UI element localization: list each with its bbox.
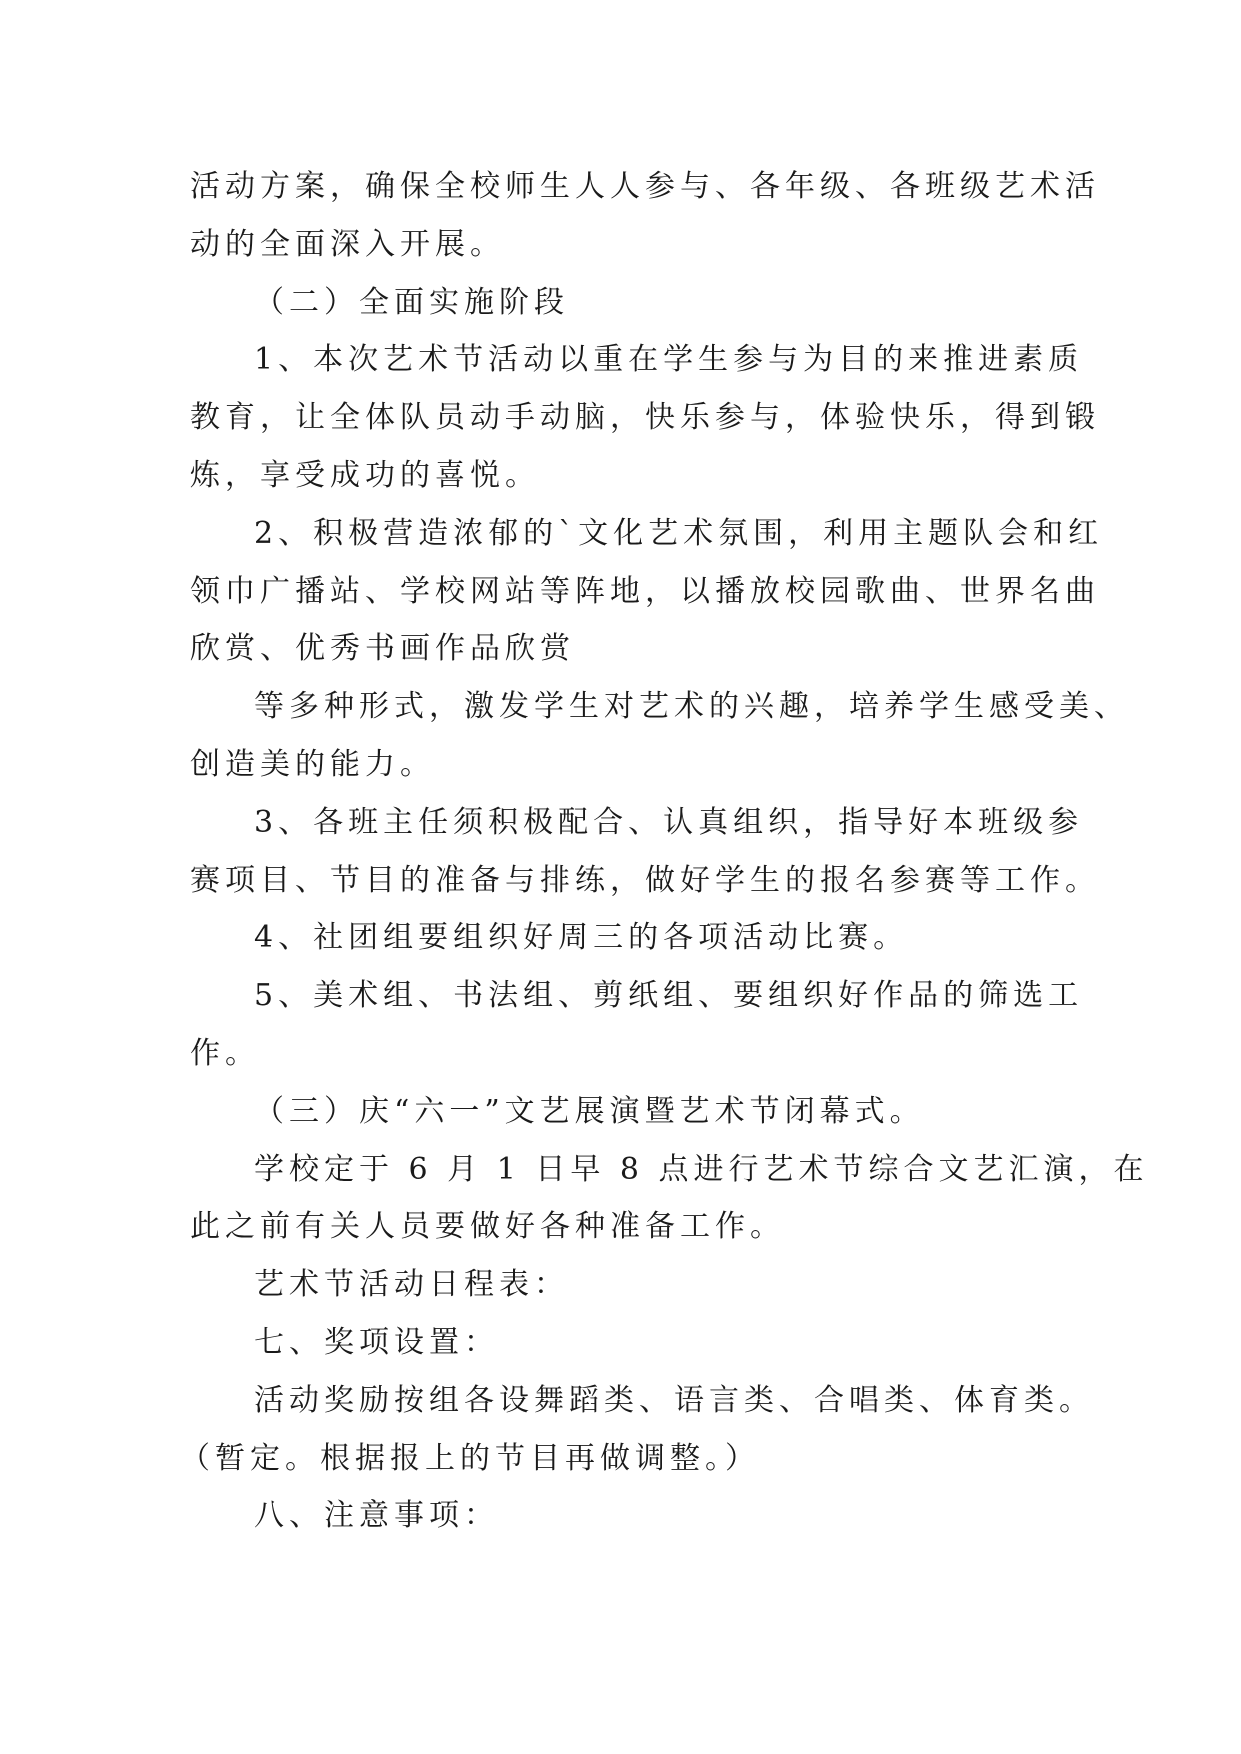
text-line: 赛项目、节目的准备与排练，做好学生的报名参赛等工作。	[190, 862, 1100, 898]
text-line: 1、本次艺术节活动以重在学生参与为目的来推进素质	[254, 342, 1084, 378]
text-line: （暂定。根据报上的节目再做调整。）	[180, 1440, 760, 1476]
text-line: 活动奖励按组各设舞蹈类、语言类、合唱类、体育类。	[254, 1382, 1094, 1418]
section-heading: （二）全面实施阶段	[254, 284, 569, 320]
section-heading: 八、注意事项：	[254, 1498, 499, 1534]
text-line: 活动方案，确保全校师生人人参与、各年级、各班级艺术活	[190, 169, 1100, 204]
text-line: 等多种形式，激发学生对艺术的兴趣，培养学生感受美、	[254, 689, 1129, 725]
text-line: 领巾广播站、学校网站等阵地，以播放校园歌曲、世界名曲	[190, 573, 1100, 609]
text-line: 欣赏、优秀书画作品欣赏	[190, 631, 575, 667]
section-heading: （三）庆“六一”文艺展演暨艺术节闭幕式。	[254, 1093, 925, 1129]
text-line: 作。	[190, 1035, 260, 1071]
text-line: 学校定于 6 月 1 日早 8 点进行艺术节综合文艺汇演，在	[254, 1151, 1149, 1187]
text-line: 此之前有关人员要做好各种准备工作。	[190, 1209, 785, 1245]
text-line: 2、积极营造浓郁的`文化艺术氛围，利用主题队会和红	[254, 515, 1104, 551]
section-heading: 七、奖项设置：	[254, 1324, 499, 1360]
text-line: 5、美术组、书法组、剪纸组、要组织好作品的筛选工	[254, 978, 1084, 1014]
text-line: 动的全面深入开展。	[190, 226, 505, 262]
text-line: 创造美的能力。	[190, 746, 435, 782]
text-line: 4、社团组要组织好周三的各项活动比赛。	[254, 920, 909, 956]
text-line: 炼，享受成功的喜悦。	[190, 457, 540, 493]
text-line: 艺术节活动日程表：	[254, 1267, 569, 1303]
text-line: 教育，让全体队员动手动脑，快乐参与，体验快乐，得到锻	[190, 400, 1100, 436]
text-line: 3、各班主任须积极配合、认真组织，指导好本班级参	[254, 804, 1084, 840]
document-body	[180, 158, 1149, 1545]
